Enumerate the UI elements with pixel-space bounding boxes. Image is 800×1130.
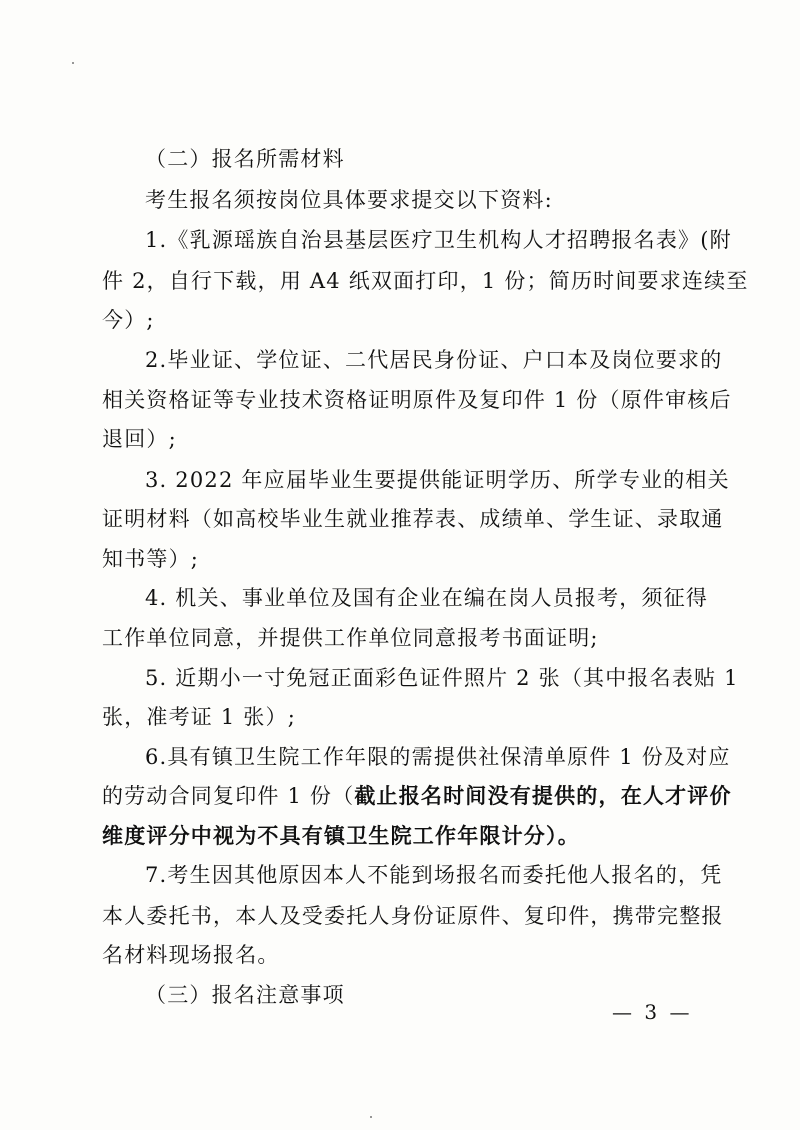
page-number: — 3 — — [612, 1000, 693, 1024]
scan-speck — [370, 1116, 372, 1118]
item-6-line-2-normal: 的劳动合同复印件 1 份（ — [102, 784, 355, 808]
item-1-line-2: 件 2，自行下载，用 A4 纸双面打印，1 份；简历时间要求连续至 — [102, 269, 749, 293]
item-2-line-3: 退回）; — [102, 427, 177, 451]
item-3-line-3: 知书等）; — [102, 547, 200, 571]
item-6-line-2 — [102, 782, 732, 810]
item-3-line-1: 3. 2022 年应届毕业生要提供能证明学历、所学专业的相关 — [145, 468, 730, 492]
item-2-line-2: 相关资格证等专业技术资格证明原件及复印件 1 份（原件审核后 — [102, 388, 732, 412]
item-5-line-2: 张，准考证 1 张）; — [102, 705, 296, 729]
item-1-line-3: 今）; — [102, 308, 155, 332]
item-5-line-1: 5. 近期小一寸免冠正面彩色证件照片 2 张（其中报名表贴 1 — [145, 666, 739, 690]
intro-paragraph: 考生报名须按岗位具体要求提交以下资料: — [145, 188, 553, 212]
item-1-line-1: 1.《乳源瑶族自治县基层医疗卫生机构人才招聘报名表》(附 — [145, 228, 732, 252]
item-6-line-1: 6.具有镇卫生院工作年限的需提供社保清单原件 1 份及对应 — [145, 745, 731, 769]
section-heading-notes: （三）报名注意事项 — [145, 983, 345, 1007]
item-4-line-1: 4. 机关、事业单位及国有企业在编在岗人员报考，须征得 — [145, 586, 709, 610]
item-6-line-2-bold: 截止报名时间没有提供的，在人才评价 — [354, 783, 732, 808]
scan-speck — [72, 62, 74, 64]
item-7-line-1: 7.考生因其他原因本人不能到场报名而委托他人报名的，凭 — [145, 863, 723, 887]
item-7-line-3: 名材料现场报名。 — [102, 943, 280, 967]
item-6-line-3-bold: 维度评分中视为不具有镇卫生院工作年限计分）。 — [102, 823, 580, 848]
section-heading-materials: （二）报名所需材料 — [145, 147, 345, 171]
item-7-line-2: 本人委托书，本人及受委托人身份证原件、复印件，携带完整报 — [102, 904, 724, 928]
item-2-line-1: 2.毕业证、学位证、二代居民身份证、户口本及岗位要求的 — [145, 348, 723, 372]
item-4-line-2: 工作单位同意，并提供工作单位同意报考书面证明; — [102, 626, 599, 650]
item-3-line-2: 证明材料（如高校毕业生就业推荐表、成绩单、学生证、录取通 — [102, 507, 724, 531]
